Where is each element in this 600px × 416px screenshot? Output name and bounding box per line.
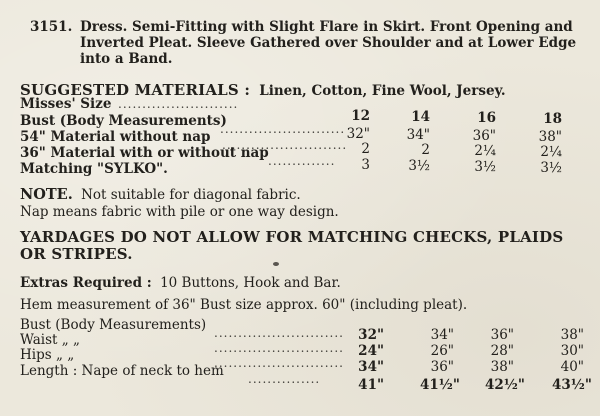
materials-row-54-18: 2¼: [540, 144, 562, 160]
materials-row-bust-label: Bust (Body Measurements): [20, 113, 227, 129]
size-16: 16: [477, 110, 496, 126]
measure-row-waist-label: Waist „ „: [20, 332, 80, 348]
measure-row-hips-label: Hips „ „: [20, 347, 75, 363]
materials-row-36-14: 3½: [408, 158, 430, 174]
measure-row-length-dots: ...............: [248, 372, 321, 386]
materials-row-bust-14: 34": [406, 127, 430, 143]
materials-row-bust-12: 32": [346, 126, 370, 142]
measure-row-hips-14: 36": [430, 359, 454, 375]
materials-row-bust-18: 38": [538, 129, 562, 145]
measure-row-waist-dots: ...........................: [214, 341, 344, 355]
materials-row-54-dots: ..........................: [222, 138, 348, 152]
warning-line-1: YARDAGES DO NOT ALLOW FOR MATCHING CHECKS, PLAIDS: [20, 228, 564, 246]
materials-row-36-16: 3½: [474, 159, 496, 175]
materials-row-36-dots: ..............: [268, 154, 336, 168]
measure-row-bust-16: 36": [490, 327, 514, 343]
measure-row-hips-16: 38": [490, 359, 514, 375]
hem-measurement: Hem measurement of 36" Bust size approx. 60" (including pleat).: [20, 297, 468, 313]
extras-line: [20, 275, 341, 291]
materials-row-bust-dots: ..........................: [220, 122, 346, 136]
note-line-2: Nap means fabric with pile or one way design.: [20, 204, 339, 220]
description-line-3: into a Band.: [80, 51, 173, 67]
extras-text: 10 Buttons, Hook and Bar.: [160, 275, 341, 291]
warning-line-2: OR STRIPES.: [20, 245, 133, 263]
note-text: Not suitable for diagonal fabric.: [81, 187, 301, 203]
measure-row-length-12: 41": [358, 377, 384, 393]
pattern-number: 3151.: [30, 19, 73, 35]
materials-list: Linen, Cotton, Fine Wool, Jersey.: [259, 83, 506, 99]
measure-row-length-14: 41½": [420, 377, 460, 393]
materials-row-54-14: 2: [421, 142, 430, 158]
measure-row-bust-18: 38": [560, 327, 584, 343]
size-14: 14: [411, 109, 430, 125]
materials-row-36-label: 36" Material with or without nap: [20, 145, 269, 161]
note-line-1: [20, 186, 301, 203]
measure-row-bust-dots: ...........................: [214, 326, 344, 340]
materials-row-sylko-label: Matching "SYLKO".: [20, 161, 168, 177]
measure-row-hips-dots: ...........................: [214, 356, 344, 370]
measure-row-hips-12: 34": [358, 359, 384, 375]
measure-row-length-16: 42½": [485, 377, 525, 393]
note-label: NOTE.: [20, 186, 73, 203]
description-line-2: Inverted Pleat. Sleeve Gathered over Shoulder and at Lower Edge: [80, 35, 577, 51]
measure-row-length-label: Length : Nape of neck to hem: [20, 363, 224, 379]
measure-row-bust-14: 34": [430, 327, 454, 343]
measure-row-bust-label: Bust (Body Measurements): [20, 317, 207, 333]
ink-speck: [273, 262, 279, 266]
description-line-1: Dress. Semi-Fitting with Slight Flare in Skirt. Front Opening and: [80, 19, 573, 35]
measure-row-waist-14: 26": [430, 343, 454, 359]
measure-row-length-18: 43½": [552, 377, 592, 393]
measure-row-bust-12: 32": [358, 327, 384, 343]
measure-row-waist-12: 24": [358, 343, 384, 359]
materials-row-54-12: 2: [361, 141, 370, 157]
materials-row-36-12: 3: [361, 157, 370, 173]
measure-row-waist-18: 30": [560, 343, 584, 359]
materials-heading: SUGGESTED MATERIALS :: [20, 81, 251, 99]
materials-row-54-16: 2¼: [474, 143, 496, 159]
extras-label: Extras Required :: [20, 275, 152, 291]
size-label: Misses' Size: [20, 96, 112, 112]
measure-row-waist-16: 28": [490, 343, 514, 359]
materials-row-54-label: 54" Material without nap: [20, 129, 211, 145]
materials-row-bust-16: 36": [472, 128, 496, 144]
materials-row-36-18: 3½: [540, 160, 562, 176]
size-18: 18: [543, 111, 562, 127]
size-12: 12: [351, 108, 370, 124]
size-dots: .........................: [118, 97, 239, 111]
measure-row-hips-18: 40": [560, 359, 584, 375]
